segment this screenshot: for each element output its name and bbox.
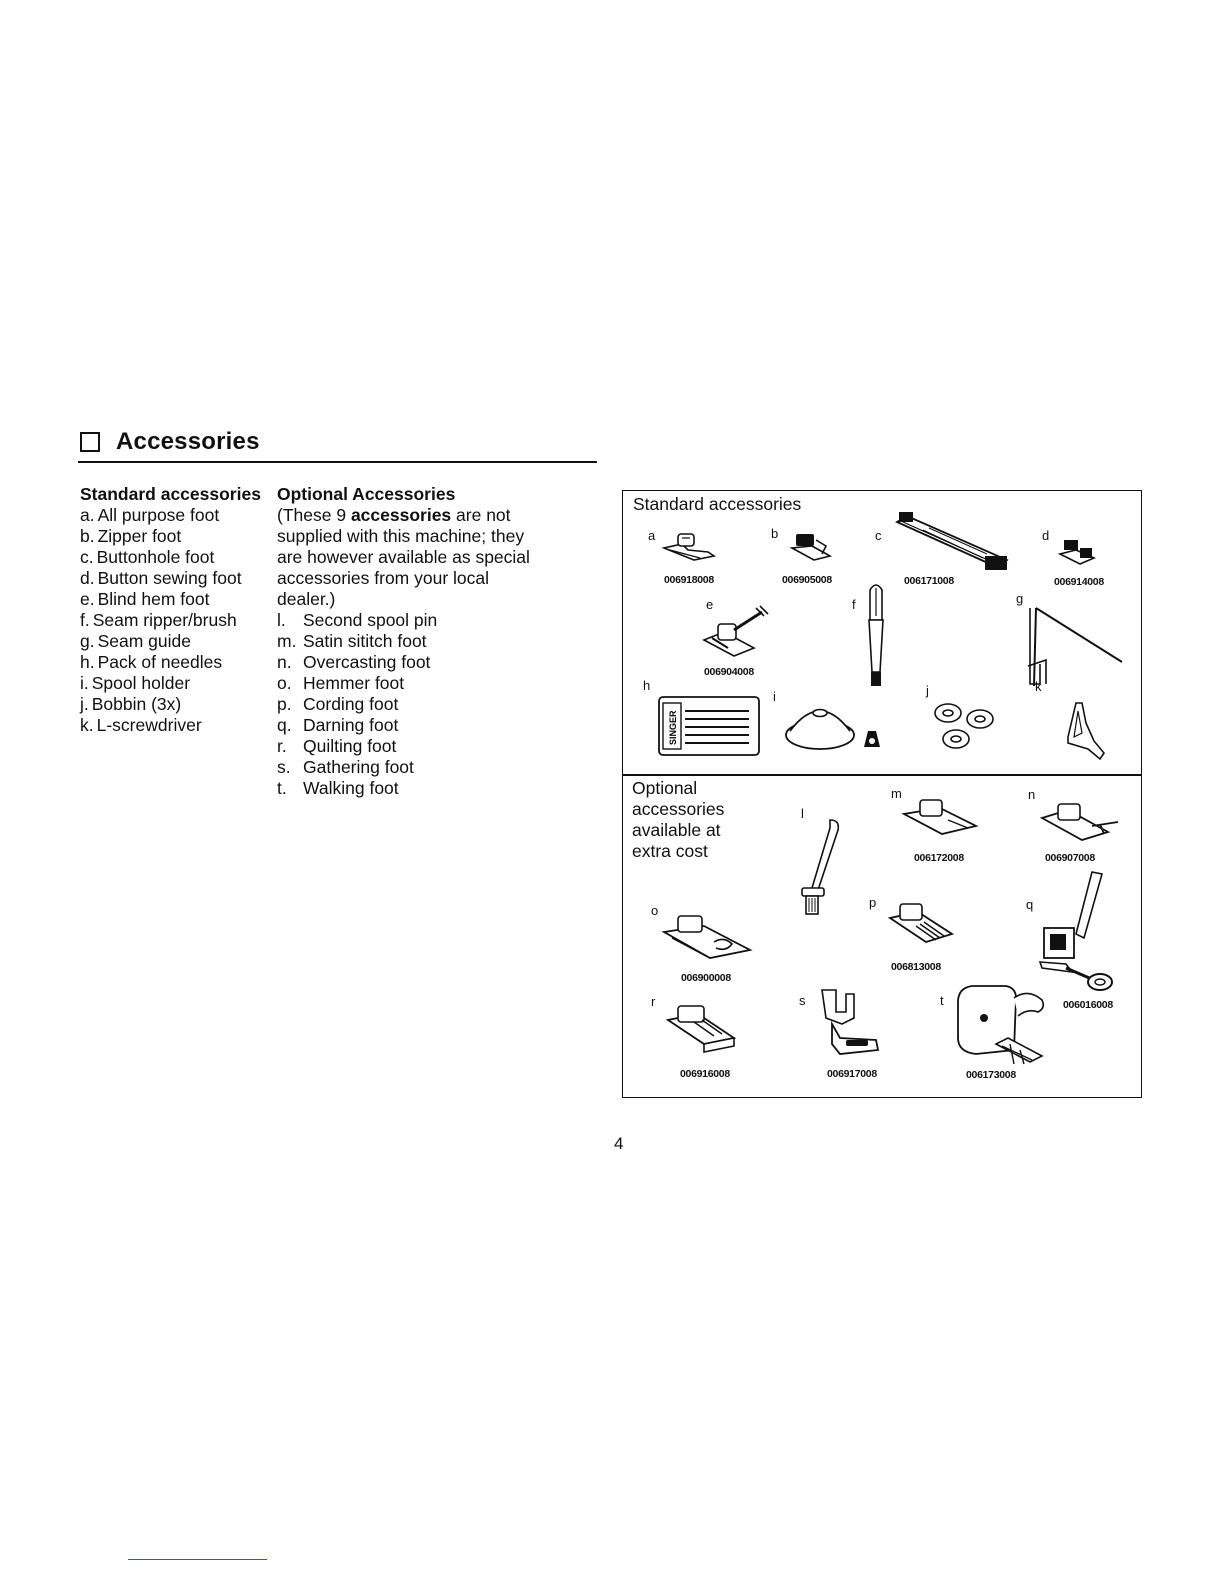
satin-stitch-foot-icon bbox=[900, 798, 980, 844]
list-item-text: Spool holder bbox=[91, 673, 191, 693]
quilting-foot-icon bbox=[664, 1002, 740, 1058]
standard-list-item bbox=[80, 589, 275, 610]
list-item-letter: j. bbox=[80, 694, 89, 714]
figure-letter-g: g bbox=[1016, 591, 1024, 606]
standard-list-item bbox=[80, 652, 275, 673]
standard-list-item bbox=[80, 694, 275, 715]
figure-standard-label: Standard accessories bbox=[633, 494, 802, 514]
standard-list-item bbox=[80, 610, 275, 631]
checkbox-square-icon bbox=[80, 432, 100, 452]
intro-line: are however available as special bbox=[277, 547, 530, 567]
all-purpose-foot-icon bbox=[660, 528, 720, 568]
hemmer-foot-icon bbox=[660, 912, 754, 968]
figure-letter-h: h bbox=[643, 678, 651, 693]
list-item-text: Zipper foot bbox=[97, 526, 182, 546]
list-item-letter: f. bbox=[80, 610, 90, 630]
standard-list-item bbox=[80, 526, 275, 547]
figure-letter-s: s bbox=[799, 993, 806, 1008]
overcasting-foot-icon bbox=[1038, 800, 1120, 850]
intro-text-2: are not bbox=[451, 505, 511, 525]
cording-foot-icon bbox=[886, 902, 958, 958]
figure-letter-q: q bbox=[1026, 897, 1034, 912]
optional-list-item bbox=[277, 652, 577, 673]
needle-pack-icon bbox=[657, 695, 761, 757]
standard-list-item bbox=[80, 568, 275, 589]
figure-letter-d: d bbox=[1042, 528, 1050, 543]
bobbins-icon bbox=[930, 697, 1000, 759]
list-item-letter: c. bbox=[80, 547, 94, 567]
part-code-r: 006916008 bbox=[680, 1068, 730, 1080]
list-item-text: All purpose foot bbox=[97, 505, 220, 525]
list-item-letter: n. bbox=[277, 652, 292, 672]
list-item-letter: q. bbox=[277, 715, 292, 735]
standard-list-item bbox=[80, 547, 275, 568]
optional-list-item bbox=[277, 631, 577, 652]
seam-guide-icon bbox=[1026, 604, 1126, 668]
part-code-p: 006813008 bbox=[891, 961, 941, 973]
list-item-text: Pack of needles bbox=[97, 652, 223, 672]
list-item-letter: b. bbox=[80, 526, 95, 546]
list-item-letter: i. bbox=[80, 673, 89, 693]
optional-list-title: Optional Accessories bbox=[277, 484, 456, 504]
optional-list-item bbox=[277, 736, 577, 757]
optional-list-item bbox=[277, 610, 577, 631]
figure-letter-c: c bbox=[875, 528, 882, 543]
section-heading bbox=[80, 428, 260, 456]
list-item-text: L-screwdriver bbox=[96, 715, 202, 735]
list-item-letter: h. bbox=[80, 652, 95, 672]
figure-letter-b: b bbox=[771, 526, 779, 541]
button-sewing-foot-icon bbox=[1056, 538, 1100, 570]
walking-foot-icon bbox=[956, 984, 1048, 1076]
intro-line: supplied with this machine; they bbox=[277, 526, 525, 546]
list-item-letter: t. bbox=[277, 778, 287, 798]
part-code-c: 006171008 bbox=[904, 575, 954, 587]
standard-list-item bbox=[80, 715, 275, 736]
optional-intro bbox=[277, 505, 577, 526]
gathering-foot-icon bbox=[818, 988, 884, 1060]
part-code-o: 006900008 bbox=[681, 972, 731, 984]
list-item-text: Quilting foot bbox=[303, 736, 397, 756]
intro-line: dealer.) bbox=[277, 589, 336, 609]
list-item-text: Blind hem foot bbox=[97, 589, 210, 609]
list-item-letter: d. bbox=[80, 568, 95, 588]
figure-letter-m: m bbox=[891, 786, 902, 801]
figure-letter-e: e bbox=[706, 597, 714, 612]
part-code-d: 006914008 bbox=[1054, 576, 1104, 588]
list-item-letter: p. bbox=[277, 694, 292, 714]
list-item-text: Seam guide bbox=[97, 631, 192, 651]
list-item-text: Cording foot bbox=[303, 694, 399, 714]
optional-label-line: extra cost bbox=[632, 841, 708, 861]
figure-optional-label bbox=[632, 778, 724, 862]
list-item-text: Overcasting foot bbox=[303, 652, 431, 672]
optional-list-item bbox=[277, 778, 577, 799]
optional-list-item bbox=[277, 673, 577, 694]
footer-line bbox=[128, 1559, 267, 1560]
figure-letter-t: t bbox=[940, 993, 944, 1008]
list-item-letter: s. bbox=[277, 757, 291, 777]
list-item-text: Buttonhole foot bbox=[96, 547, 215, 567]
figure-letter-n: n bbox=[1028, 787, 1036, 802]
standard-list-item bbox=[80, 505, 275, 526]
second-spool-pin-icon bbox=[800, 818, 846, 918]
standard-list-item bbox=[80, 673, 275, 694]
list-item-letter: g. bbox=[80, 631, 95, 651]
list-item-letter: l. bbox=[277, 610, 286, 630]
part-code-s: 006917008 bbox=[827, 1068, 877, 1080]
figure-letter-k: k bbox=[1035, 679, 1042, 694]
list-item-letter: r. bbox=[277, 736, 287, 756]
optional-label-line: Optional bbox=[632, 778, 698, 798]
optional-label-line: accessories bbox=[632, 799, 725, 819]
list-item-text: Gathering foot bbox=[303, 757, 414, 777]
figure-divider bbox=[622, 774, 1142, 776]
list-item-letter: e. bbox=[80, 589, 95, 609]
darning-foot-icon bbox=[1036, 868, 1118, 998]
figure-letter-p: p bbox=[869, 895, 877, 910]
page-number: 4 bbox=[614, 1134, 624, 1153]
optional-list-item bbox=[277, 715, 577, 736]
part-code-m: 006172008 bbox=[914, 852, 964, 864]
l-screwdriver-icon bbox=[1064, 697, 1112, 761]
optional-list-item bbox=[277, 757, 577, 778]
part-code-t: 006173008 bbox=[966, 1069, 1016, 1081]
list-item-text: Button sewing foot bbox=[97, 568, 242, 588]
part-code-n: 006907008 bbox=[1045, 852, 1095, 864]
intro-line: accessories from your local bbox=[277, 568, 490, 588]
list-item-letter: m. bbox=[277, 631, 297, 651]
intro-bold: accessories bbox=[350, 505, 452, 525]
list-item-text: Satin sititch foot bbox=[303, 631, 427, 651]
heading-rule bbox=[78, 461, 597, 463]
part-code-b: 006905008 bbox=[782, 574, 832, 586]
zipper-foot-icon bbox=[786, 530, 838, 570]
intro-text-1: (These 9 bbox=[277, 505, 351, 525]
list-item-text: Hemmer foot bbox=[303, 673, 405, 693]
optional-accessories-list bbox=[277, 484, 577, 799]
figure-letter-f: f bbox=[852, 597, 856, 612]
figure-letter-r: r bbox=[651, 994, 656, 1009]
list-item-letter: k. bbox=[80, 715, 94, 735]
figure-letter-j: j bbox=[926, 683, 929, 698]
list-item-letter: a. bbox=[80, 505, 95, 525]
list-item-text: Darning foot bbox=[303, 715, 399, 735]
part-code-a: 006918008 bbox=[664, 574, 714, 586]
buttonhole-foot-icon bbox=[893, 512, 1013, 578]
needle-brand-text: SINGER bbox=[668, 710, 678, 745]
list-item-text: Bobbin (3x) bbox=[91, 694, 182, 714]
figure-letter-l: l bbox=[801, 806, 804, 821]
list-item-text: Seam ripper/brush bbox=[92, 610, 237, 630]
part-code-q: 006016008 bbox=[1063, 999, 1113, 1011]
figure-letter-a: a bbox=[648, 528, 656, 543]
seam-ripper-brush-icon bbox=[864, 580, 888, 692]
standard-list-item bbox=[80, 631, 275, 652]
part-code-e: 006904008 bbox=[704, 666, 754, 678]
standard-accessories-list bbox=[80, 484, 275, 736]
figure-letter-o: o bbox=[651, 903, 659, 918]
blind-hem-foot-icon bbox=[700, 604, 774, 666]
optional-label-line: available at bbox=[632, 820, 721, 840]
list-item-letter: o. bbox=[277, 673, 292, 693]
list-item-text: Second spool pin bbox=[303, 610, 438, 630]
figure-letter-i: i bbox=[773, 689, 776, 704]
page-title: Accessories bbox=[116, 428, 260, 455]
list-item-text: Walking foot bbox=[303, 778, 399, 798]
spool-holder-icon bbox=[782, 695, 888, 755]
standard-list-title: Standard accessories bbox=[80, 484, 261, 504]
optional-list-item bbox=[277, 694, 577, 715]
